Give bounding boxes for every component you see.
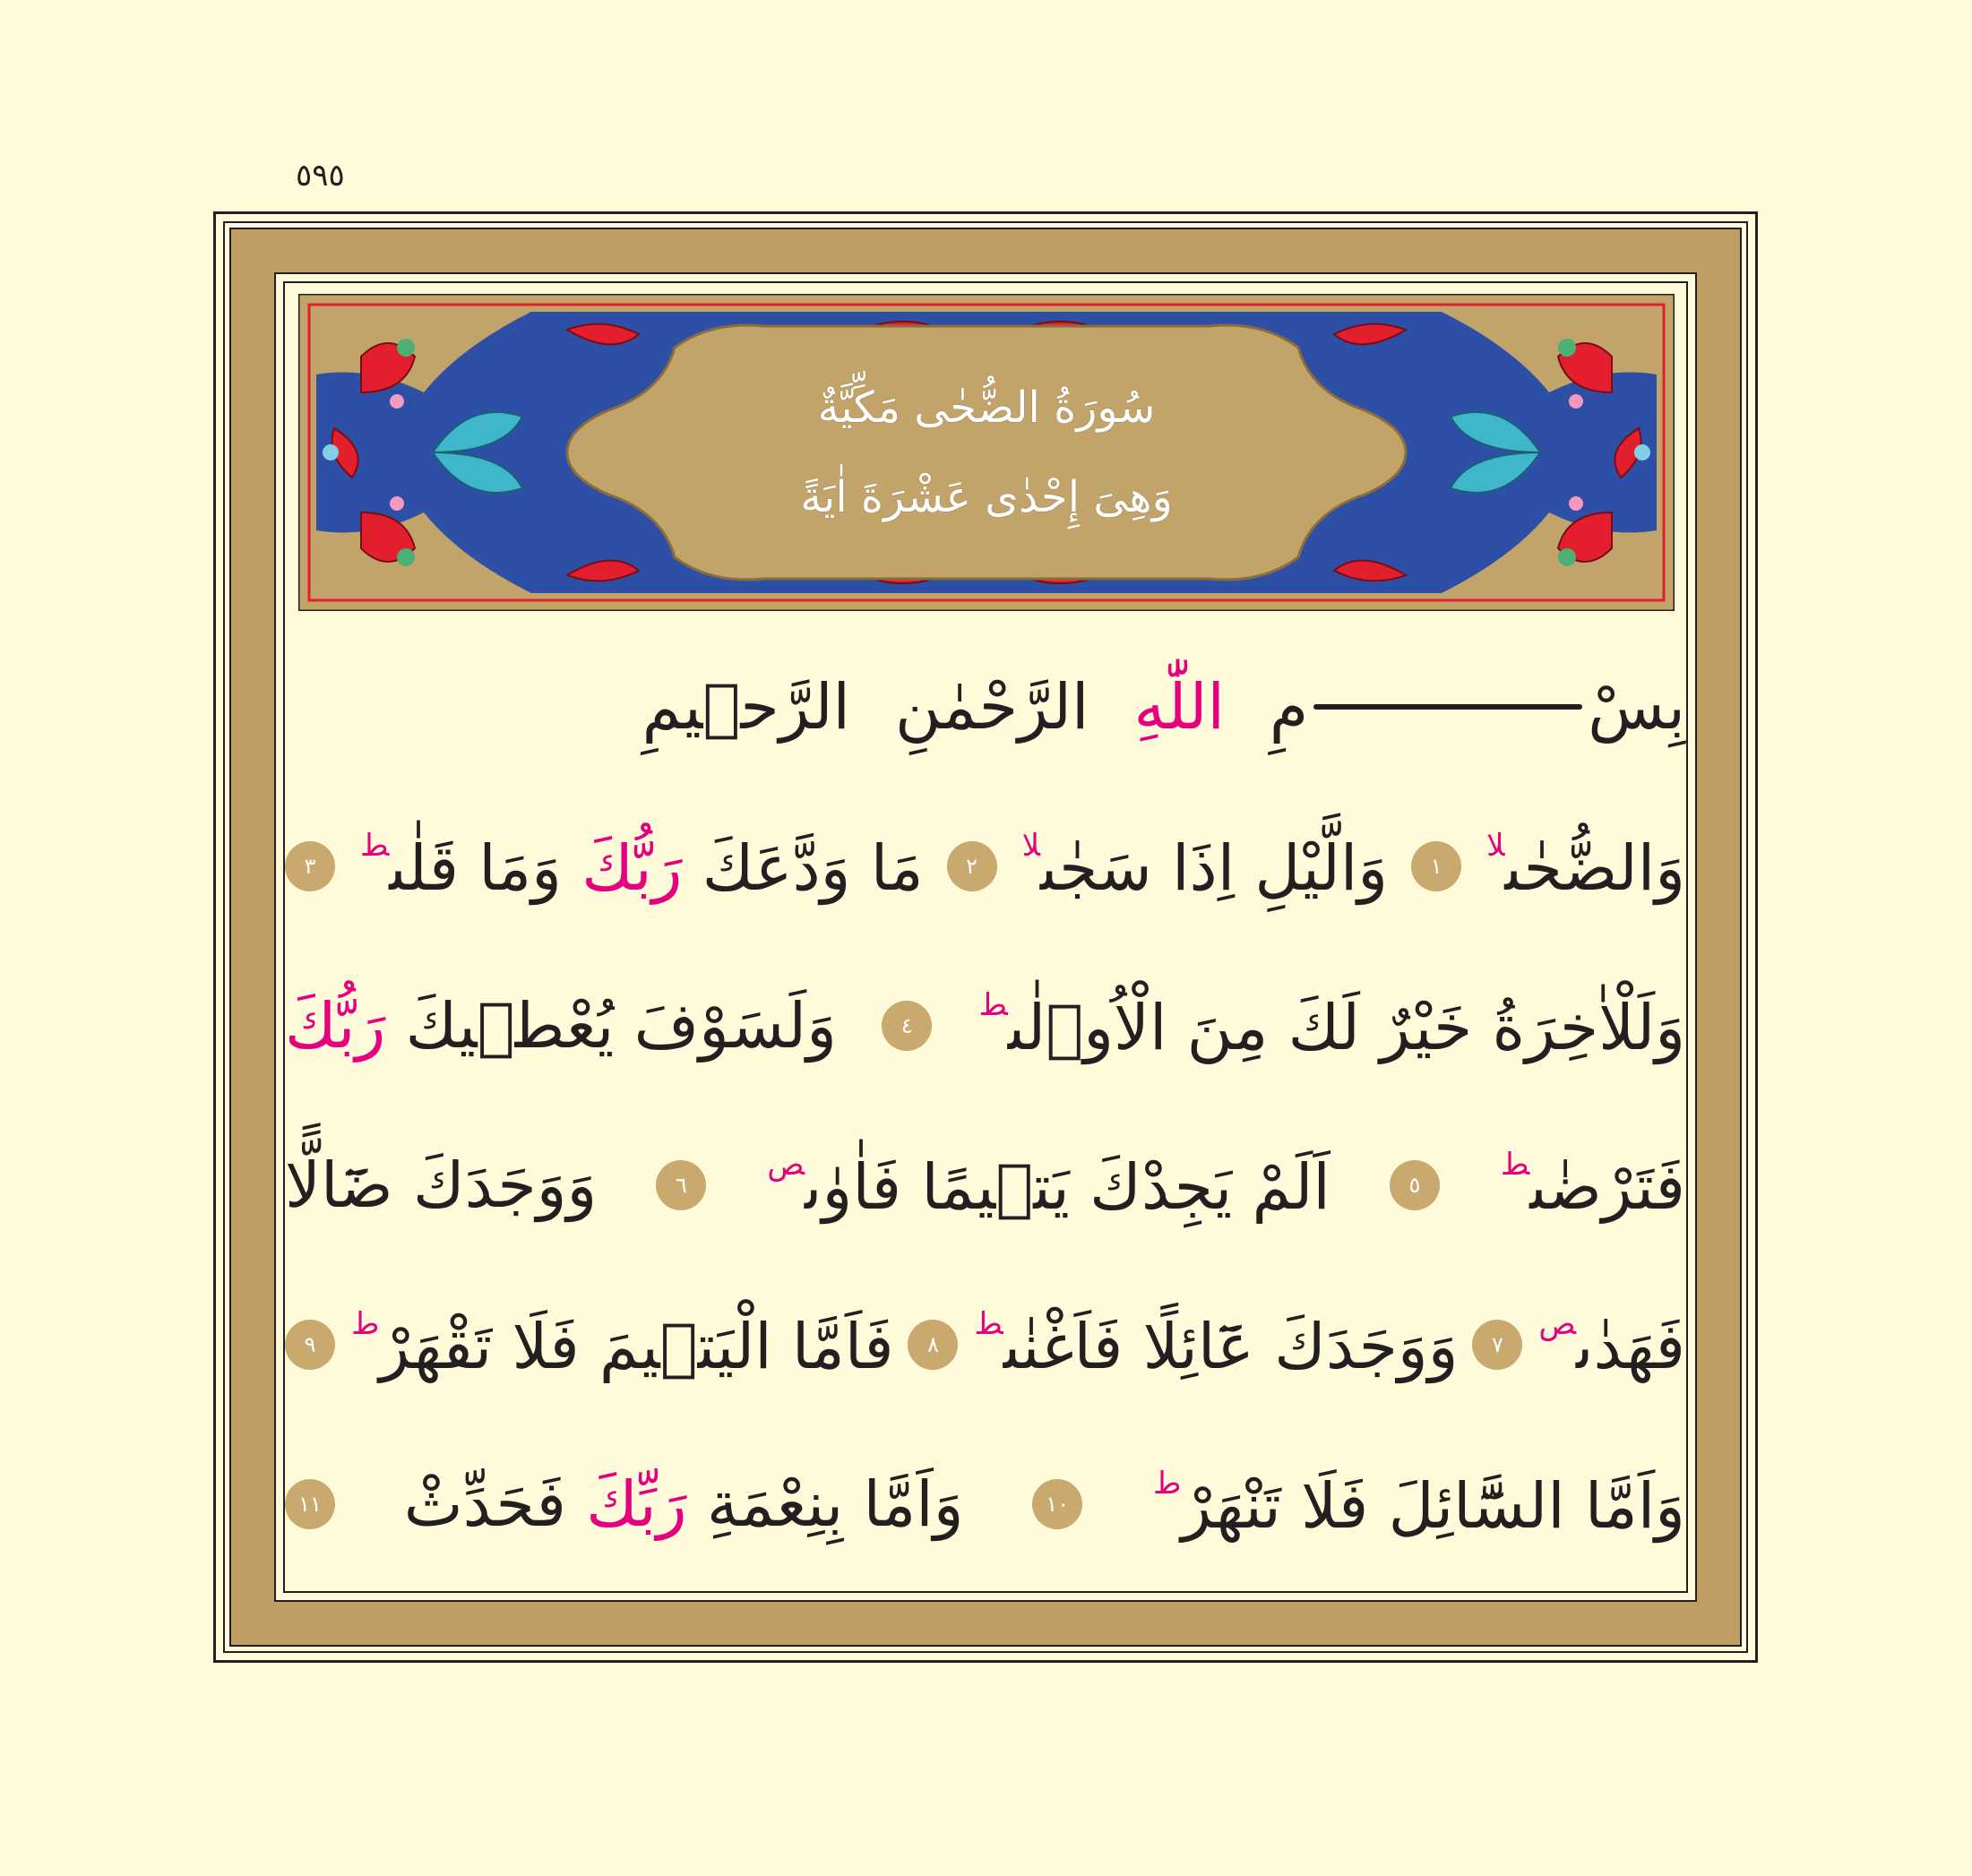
verse-text: وَالضُّحٰى — [1504, 831, 1685, 905]
verse-text: فَحَدِّثْ — [403, 1467, 567, 1541]
surah-title: سُورَةُ الضُّحٰى مَكِّيَّةٌ — [817, 383, 1156, 433]
ayah-marker: ٩ — [285, 1320, 335, 1370]
verse-text: وَمَا قَلٰى — [389, 831, 562, 905]
stop-mark: ط — [350, 1306, 380, 1342]
stop-mark: ط — [360, 828, 390, 864]
ayah-marker: ٥ — [1390, 1160, 1440, 1210]
ayah-marker: ٤ — [882, 1001, 932, 1051]
ayah-marker: ١١ — [285, 1479, 335, 1529]
basmala-line — [285, 627, 1685, 787]
highlighted-word: رَبُّكَ — [581, 831, 683, 905]
verse-text: فَتَرْضٰى — [1529, 1150, 1685, 1224]
ayah-marker: ١ — [1411, 841, 1461, 891]
verse-text: وَوَجَدَكَ ضَٓالًّا — [285, 1149, 598, 1222]
verses-area — [285, 627, 1685, 1584]
verse-text: فَاَمَّا الْيَت۪يمَ فَلَا تَقْهَرْ — [379, 1310, 894, 1383]
verse-text: وَاَمَّا بِنِعْمَةِ — [706, 1467, 964, 1541]
surah-header-ornament — [298, 294, 1675, 611]
stop-mark: لا — [1486, 828, 1505, 864]
verse-line-2 — [285, 946, 1685, 1106]
basmala-extension — [1313, 704, 1582, 710]
ayah-marker: ٨ — [908, 1320, 958, 1370]
ayah-marker: ١٠ — [1032, 1479, 1082, 1529]
stop-mark: ط — [978, 987, 1008, 1023]
verse-text: مَا وَدَّعَكَ — [702, 831, 924, 905]
verse-line-1 — [285, 787, 1685, 946]
basmala-allah: اللّٰهِ — [1133, 670, 1225, 744]
basmala-bism: بِسْ — [1588, 670, 1685, 744]
stop-mark: لا — [1021, 828, 1040, 864]
verse-line-4 — [285, 1265, 1685, 1424]
verse-text: اَلَمْ يَجِدْكَ يَت۪يمًا فَاٰوٰى — [805, 1150, 1330, 1224]
surah-verse-count: وَهِىَ إِحْدٰى عَشْرَةَ اٰيَةً — [800, 472, 1173, 522]
highlighted-word: رَبُّكَ — [285, 989, 386, 1063]
ayah-marker: ٢ — [947, 841, 997, 891]
ayah-marker: ٧ — [1472, 1320, 1522, 1370]
stop-mark: ص — [1538, 1306, 1577, 1342]
verse-text: وَاَمَّا السَّٓائِلَ فَلَا تَنْهَرْ — [1181, 1469, 1685, 1543]
basmala-rahman: الرَّحْمٰنِ — [895, 670, 1089, 744]
stop-mark: ص — [767, 1147, 805, 1183]
verse-line-5 — [285, 1424, 1685, 1584]
highlighted-word: رَبِّكَ — [586, 1467, 687, 1541]
ayah-marker: ٦ — [656, 1160, 706, 1210]
page-number: ٥٩٥ — [296, 158, 345, 194]
verse-text: وَلَسَوْفَ يُعْط۪يكَ — [405, 989, 837, 1063]
verse-text: فَهَدٰى — [1576, 1310, 1685, 1383]
verse-text: وَلَلْاٰخِرَةُ خَيْرٌ لَكَ مِنَ الْاُو۫لٰى — [1007, 991, 1685, 1064]
verse-text: وَوَجَدَكَ عَٓائِلًا فَاَغْنٰى — [1003, 1310, 1459, 1383]
basmala-rahim: الرَّح۪يمِ — [642, 670, 850, 744]
verse-text: وَالَّيْلِ اِذَا سَجٰى — [1039, 831, 1389, 905]
stop-mark: ط — [1500, 1147, 1530, 1183]
stop-mark: ط — [1152, 1466, 1182, 1502]
ayah-marker: ٣ — [285, 841, 335, 891]
basmala-meem: مِ — [1269, 670, 1309, 744]
verse-line-3 — [285, 1106, 1685, 1265]
stop-mark: ط — [974, 1306, 1003, 1342]
